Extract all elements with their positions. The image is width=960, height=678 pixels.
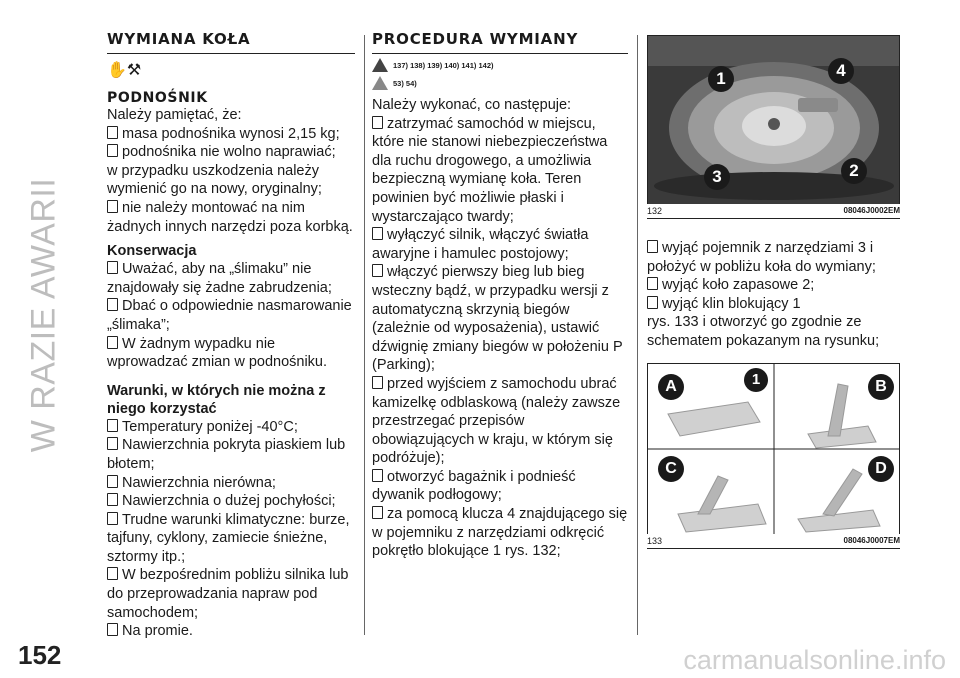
column-divider bbox=[637, 35, 638, 635]
panel-label: D bbox=[868, 456, 894, 482]
list-item: Uważać, aby na „ślimaku” nie znajdowały się żadne zabrudzenia; bbox=[107, 260, 355, 297]
list-item: masa podnośnika wynosi 2,15 kg; bbox=[107, 125, 355, 144]
list-item: wyjąć koło zapasowe 2; bbox=[647, 276, 900, 295]
column-1 bbox=[107, 30, 355, 641]
figure-caption: 132 08046J0002EM bbox=[647, 204, 900, 219]
list-item: Trudne warunki klimatyczne: burze, tajfuny, cyklony, zamiecie śnieżne, sztormy itp.; bbox=[107, 511, 355, 567]
figure-caption: 133 08046J0007EM bbox=[647, 534, 900, 549]
list-item: za pomocą klucza 4 znajdującego się w pojemniku z narzędziami odkręcić pokrętło blokujące 1 rys. 132; bbox=[372, 506, 628, 560]
list-item: wyjąć klin blokujący 1 bbox=[647, 295, 900, 314]
warning-triangle-icon bbox=[372, 58, 388, 72]
figure-132 bbox=[647, 35, 900, 204]
footer-watermark[interactable]: carmanualsonline.info bbox=[683, 645, 946, 675]
column-2 bbox=[372, 30, 628, 561]
list-item: otworzyć bagażnik i podnieść dywanik podłogowy; bbox=[372, 468, 628, 505]
subheading-maintenance: Konserwacja bbox=[107, 243, 197, 260]
list-item: nie należy montować na nim żadnych innych narzędzi poza korbką. bbox=[107, 199, 355, 236]
panel-label: C bbox=[658, 456, 684, 482]
list-item: podnośnika nie wolno naprawiać; bbox=[107, 143, 355, 162]
caution-refs: 53) 54) bbox=[372, 76, 628, 90]
list-item: wyjąć pojemnik z narzędziami 3 i położyć w pobliżu koła do wymiany; bbox=[647, 239, 900, 276]
list-item: Nawierzchnia nierówna; bbox=[107, 474, 355, 493]
intro-text: Należy pamiętać, że: bbox=[107, 107, 242, 123]
intro-text: Należy wykonać, co następuje: bbox=[372, 97, 572, 113]
list-item: Nawierzchnia o dużej pochyłości; bbox=[107, 492, 355, 511]
list-item: W bezpośrednim pobliżu silnika lub do przeprowadzania napraw pod samochodem; bbox=[107, 566, 355, 622]
column-3 bbox=[647, 35, 900, 549]
panel-label: B bbox=[868, 374, 894, 400]
panel-label: A bbox=[658, 374, 684, 400]
list-item: włączyć pierwszy bieg lub bieg wsteczny bądź, w przypadku wersji z automatyczną skrzynią biegów (zależnie od wyposażenia), ustawić dźwignię zmiany biegów w położeniu P (Parking); bbox=[372, 263, 628, 375]
list-item: W żadnym wypadku nie wprowadzać zmian w podnośniku. bbox=[107, 335, 355, 372]
list-item: przed wyjściem z samochodu ubrać kamizelkę odblaskową (należy zawsze przestrzegać przepisów obowiązujących w kraju, w którym się podróżuje); bbox=[372, 375, 628, 468]
list-item: Nawierzchnia pokryta piaskiem lub błotem; bbox=[107, 436, 355, 473]
subheading-conditions: Warunki, w których nie można z niego korzystać bbox=[107, 382, 326, 417]
list-item: Na promie. bbox=[107, 622, 355, 641]
callout-label: 2 bbox=[841, 158, 867, 184]
wheel-chock-illustration bbox=[648, 364, 900, 534]
caution-triangle-icon bbox=[372, 76, 388, 90]
list-item: Dbać o odpowiednie nasmarowanie „ślimaka”; bbox=[107, 297, 355, 334]
warning-refs: 137) 138) 139) 140) 141) 142) bbox=[372, 58, 628, 72]
callout-label: 1 bbox=[744, 368, 768, 392]
page-number: 152 bbox=[18, 640, 62, 670]
column-divider bbox=[364, 35, 365, 635]
figure-133 bbox=[647, 363, 900, 534]
callout-label: 1 bbox=[708, 66, 734, 92]
hand-wrench-icon: ✋⚒ bbox=[107, 62, 142, 79]
callout-label: 4 bbox=[828, 58, 854, 84]
list-item: zatrzymać samochód w miejscu, które nie stanowi niebezpieczeństwa dla ruchu drogowego, a umożliwia bezpieczną wymianę koła. Teren powinien być możliwie płaski i wystarczająco twardy; bbox=[372, 115, 628, 227]
section-heading: WYMIANA KOŁA bbox=[107, 30, 355, 54]
list-item: wyłączyć silnik, włączyć światła awaryjne i hamulec postojowy; bbox=[372, 226, 628, 263]
body-text: rys. 133 i otworzyć go zgodnie ze schematem pokazanym na rysunku; bbox=[647, 314, 880, 349]
body-text: w przypadku uszkodzenia należy wymienić go na nowy, oryginalny; bbox=[107, 162, 322, 198]
subsection-heading: PODNOŚNIK bbox=[107, 90, 208, 106]
callout-label: 3 bbox=[704, 164, 730, 190]
list-item: Temperatury poniżej -40°C; bbox=[107, 418, 355, 437]
section-heading: PROCEDURA WYMIANY bbox=[372, 30, 628, 54]
